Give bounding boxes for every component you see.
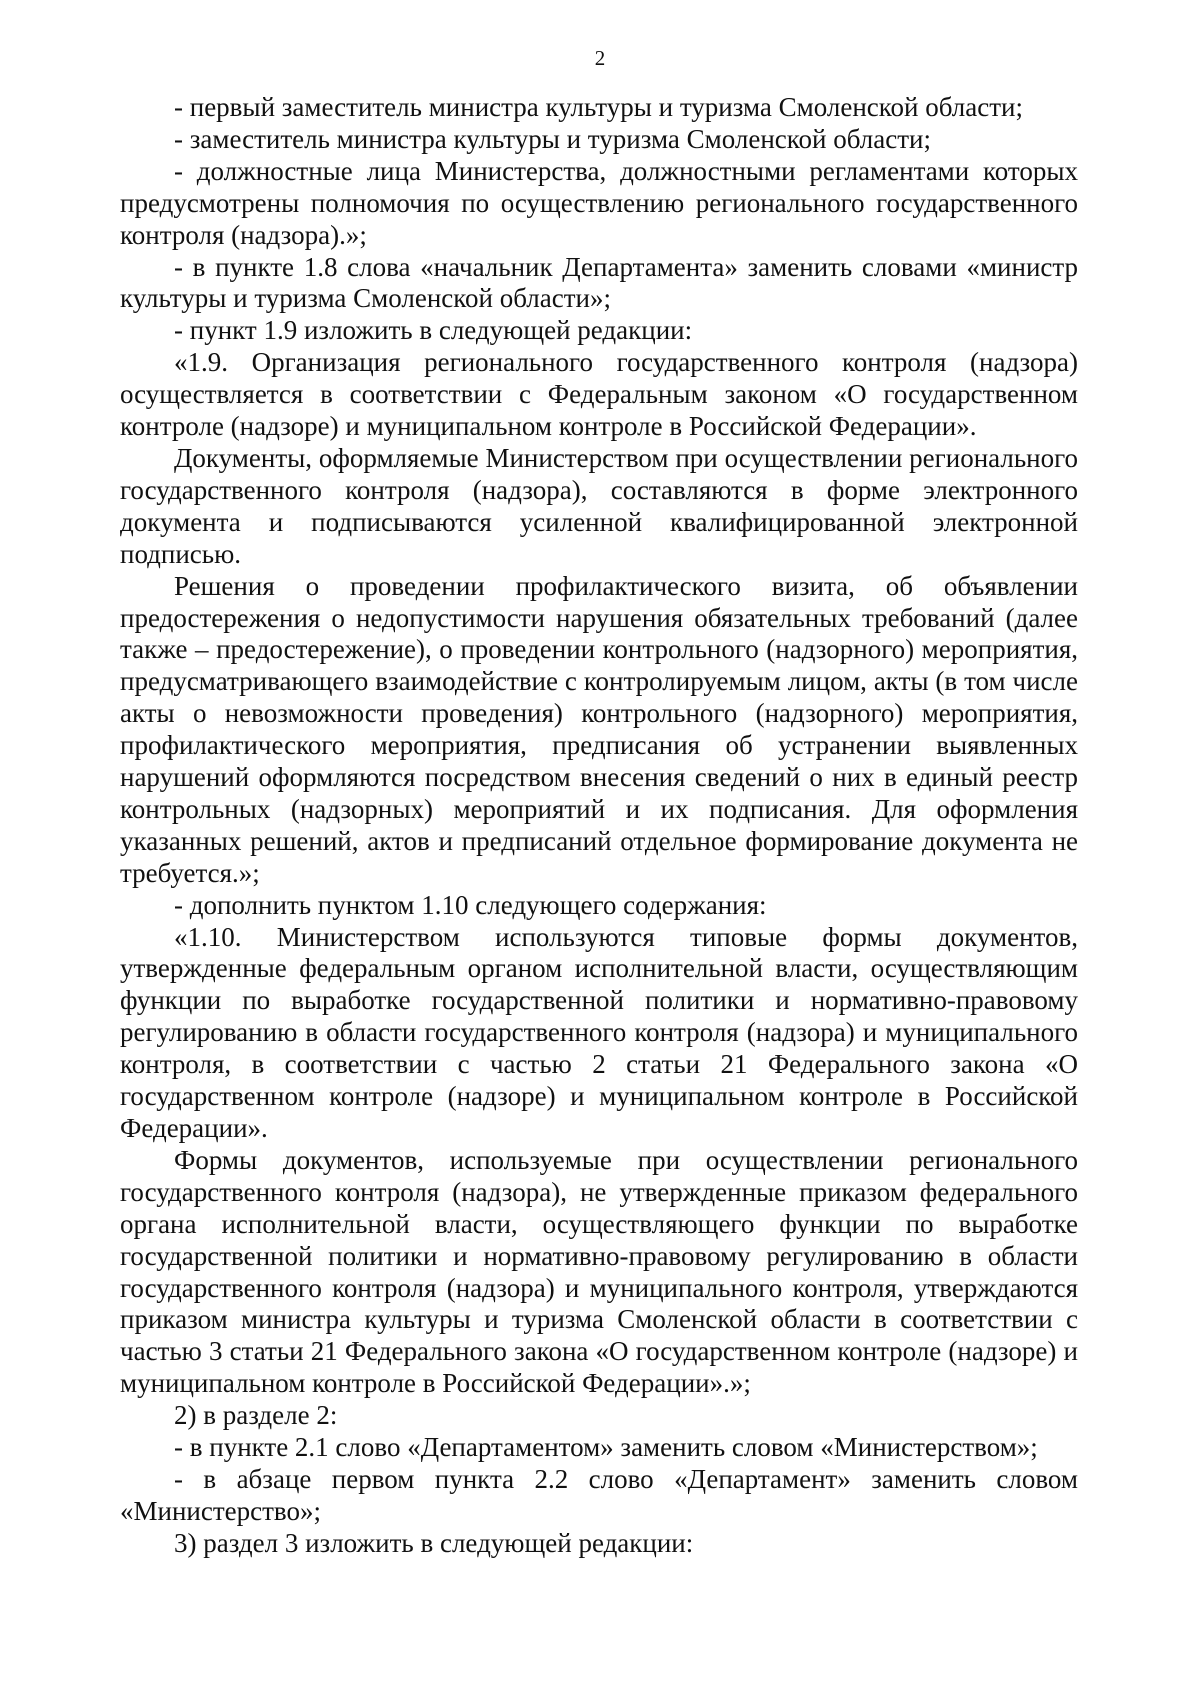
paragraph: - дополнить пунктом 1.10 следующего содержания:	[174, 889, 767, 920]
paragraph: «1.10. Министерством используются типовые формы документов, утвержденные федеральным органом исполнительной власти, осуществляющим функции по выработке государственной политики и нормативно-правовому регулированию в области государственного контроля (надзора) и муниципального контроля, в соответствии с частью 2 статьи 21 Федерального закона «О государственном контроле (надзоре) и муниципальном контроле в Российской Федерации».	[120, 921, 1078, 1143]
paragraph: - пункт 1.9 изложить в следующей редакции:	[174, 315, 693, 346]
paragraph: Документы, оформляемые Министерством при осуществлении регионального государственного контроля (надзора), составляются в форме электронного документа и подписываются усиленной квалифицированной электронной подписью.	[120, 442, 1078, 569]
paragraph: 2) в разделе 2:	[174, 1400, 338, 1431]
document-body	[120, 92, 1078, 1560]
paragraph: 3) раздел 3 изложить в следующей редакции:	[174, 1527, 694, 1558]
paragraph: Формы документов, используемые при осуществлении регионального государственного контроля (надзора), не утвержденные приказом федерального органа исполнительной власти, осуществляющего функции по выработке государственной политики и нормативно-правовому регулированию в области государственного контроля (надзора) и муниципального контроля, утверждаются приказом министра культуры и туризма Смоленской области в соответствии с частью 3 статьи 21 Федерального закона «О государственном контроле (надзоре) и муниципальном контроле в Российской Федерации».»;	[120, 1144, 1078, 1399]
paragraph: - в пункте 1.8 слова «начальник Департамента» заменить словами «министр культуры и туризма Смоленской области»;	[120, 251, 1078, 314]
paragraph: - первый заместитель министра культуры и туризма Смоленской области;	[174, 92, 1023, 122]
paragraph: - в абзаце первом пункта 2.2 слово «Департамент» заменить словом «Министерство»;	[120, 1463, 1078, 1526]
paragraph: - должностные лица Министерства, должностными регламентами которых предусмотрены полномочия по осуществлению регионального государственного контроля (надзора).»;	[120, 155, 1078, 250]
paragraph: - заместитель министра культуры и туризма Смоленской области;	[174, 123, 931, 154]
paragraph: «1.9. Организация регионального государственного контроля (надзора) осуществляется в соответствии с Федеральным законом «О государственном контроле (надзоре) и муниципальном контроле в Российской Федерации».	[120, 347, 1078, 442]
page-number: 2	[594, 46, 606, 70]
paragraph: - в пункте 2.1 слово «Департаментом» заменить словом «Министерством»;	[174, 1432, 1038, 1463]
paragraph: Решения о проведении профилактического визита, об объявлении предостережения о недопустимости нарушения обязательных требований (далее также – предостережение), о проведении контрольного (надзорного) мероприятия, предусматривающего взаимодействие с контролируемым лицом, акты (в том числе акты о невозможности проведения) контрольного (надзорного) мероприятия, профилактического мероприятия, предписания об устранении выявленных нарушений оформляются посредством внесения сведений о них в единый реестр контрольных (надзорных) мероприятий и их подписания. Для оформления указанных решений, актов и предписаний отдельное формирование документа не требуется.»;	[120, 570, 1078, 888]
